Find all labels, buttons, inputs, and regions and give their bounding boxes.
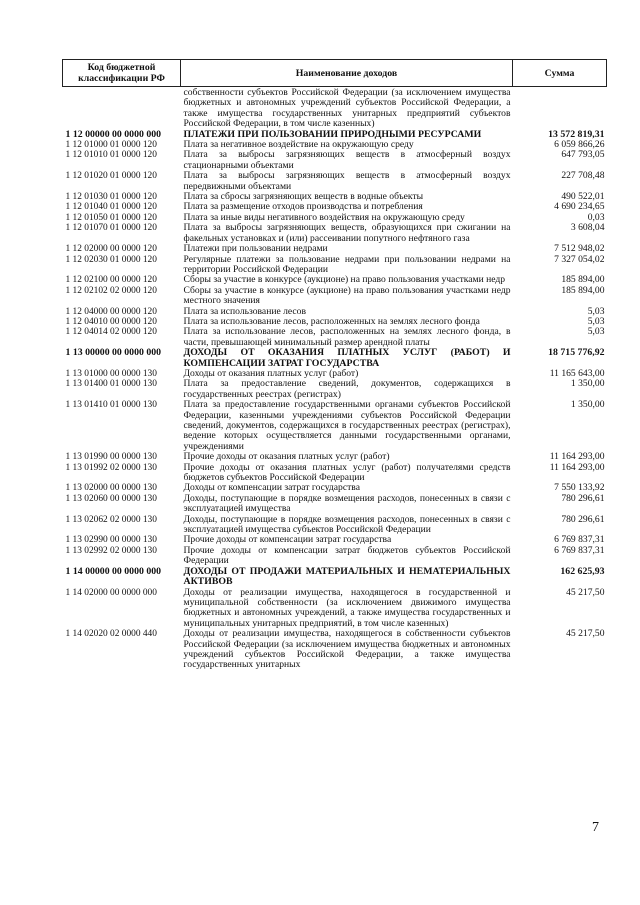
row-name-cell: Плата за иные виды негативного воздействия на окружающую среду [183, 211, 465, 223]
row-code-cell: 1 12 00000 00 0000 000 [65, 128, 162, 140]
row-code-cell: 1 13 02060 00 0000 130 [65, 493, 157, 504]
table-row [63, 400, 607, 452]
row-code-cell: 1 12 04010 00 0000 120 [65, 316, 157, 327]
row-name-cell: Плата за выбросы загрязняющих веществ, образующихся при сжигании на факельных установках и (или) рассеивании попутного нефтяного газа [183, 222, 511, 244]
row-name-cell: Плата за использование лесов, расположенных на землях лесного фонда, в части, превышающей минимальный размер арендной платы [183, 326, 511, 348]
row-code-cell: 1 12 02000 00 0000 120 [65, 244, 157, 255]
table-row [63, 494, 607, 515]
table-row [63, 546, 607, 567]
row-code-cell: 1 12 01000 01 0000 120 [65, 140, 157, 151]
row-code-cell: 1 12 01030 01 0000 120 [65, 192, 157, 203]
table-row [63, 629, 607, 671]
row-name-cell: ДОХОДЫ ОТ ОКАЗАНИЯ ПЛАТНЫХ УСЛУГ (РАБОТ) И КОМПЕНСАЦИИ ЗАТРАТ ГОСУДАРСТВА [183, 347, 511, 369]
row-name-cell: Плата за сбросы загрязняющих веществ в водные объекты [183, 191, 424, 203]
row-sum-cell: 45 217,50 [566, 628, 605, 640]
row-code-cell: 1 14 00000 00 0000 000 [65, 565, 162, 577]
row-sum-cell: 780 296,61 [561, 492, 605, 504]
row-name-cell: Регулярные платежи за пользование недрами при пользовании недрами на территории Российской Федерации [183, 253, 511, 275]
row-name-cell: Прочие доходы от компенсации затрат бюджетов субъектов Российской Федерации [183, 544, 511, 567]
row-sum-cell [513, 87, 607, 130]
row-name-cell: Сборы за участие в конкурсе (аукционе) на право пользования участками недр [183, 274, 506, 286]
row-code-cell: 1 12 01020 01 0000 120 [65, 171, 157, 182]
table-row [63, 567, 607, 588]
header-code: Код бюджетной классификации РФ [63, 60, 181, 87]
row-code-cell: 1 12 02100 00 0000 120 [65, 275, 157, 286]
row-name-cell: Плата за выбросы загрязняющих веществ в атмосферный воздух стационарными объектами [183, 149, 511, 171]
row-sum-cell: 13 572 819,31 [548, 128, 605, 140]
row-code-cell: 1 14 02020 02 0000 440 [65, 629, 157, 640]
row-name-cell: Сборы за участие в конкурсе (аукционе) на право пользования участками недр местного значения [183, 284, 511, 307]
row-code-cell: 1 13 01410 01 0000 130 [65, 400, 157, 411]
row-sum-cell: 0,03 [587, 211, 605, 223]
row-sum-cell: 162 625,93 [560, 565, 605, 577]
table-row [63, 515, 607, 536]
table-row [63, 327, 607, 348]
table-row [63, 463, 607, 484]
row-name-cell: Плата за предоставление государственными органами субъектов Российской Федерации, казенными учреждениями субъектов Российской Федерации сведений, документов, содержащихся в государственных реестрах (регистрах), ведение которых осуществляется данными государственными органами, учреждениями [183, 399, 511, 452]
row-code-cell: 1 12 04000 00 0000 120 [65, 306, 157, 317]
row-sum-cell: 11 164 293,00 [549, 461, 605, 473]
row-code-cell: 1 12 02102 02 0000 120 [65, 285, 157, 296]
row-code-cell: 1 13 01990 00 0000 130 [65, 452, 157, 463]
row-sum-cell: 1 350,00 [570, 399, 605, 411]
row-sum-cell: 11 165 643,00 [549, 367, 605, 379]
row-code-cell: 1 12 01010 01 0000 120 [65, 150, 157, 161]
header-name: Наименование доходов [181, 60, 513, 87]
row-sum-cell: 18 715 776,92 [548, 347, 605, 359]
row-code-cell [63, 87, 181, 130]
row-sum-cell: 6 769 837,31 [554, 534, 605, 546]
row-code-cell: 1 13 01992 02 0000 130 [65, 462, 157, 473]
revenue-table [62, 59, 607, 671]
row-sum-cell: 6 769 837,31 [554, 544, 605, 556]
row-sum-cell: 11 164 293,00 [549, 451, 605, 463]
row-name-cell: Плата за негативное воздействие на окружающую среду [183, 139, 414, 151]
row-code-cell: 1 13 02992 02 0000 130 [65, 545, 157, 556]
row-code-cell: 1 13 02990 00 0000 130 [65, 535, 157, 546]
row-name-cell: собственности субъектов Российской Федерации (за исключением имущества бюджетных и автономных учреждений субъектов Российской Федерации, а также имущества государственных унитарных предприятий субъектов Российской Федерации, в том числе казенных) [183, 87, 511, 130]
header-sum: Сумма [513, 60, 607, 87]
table-row [63, 255, 607, 276]
row-sum-cell: 5,03 [587, 315, 605, 327]
row-name-cell: Доходы, поступающие в порядке возмещения расходов, понесенных в связи с эксплуатацией имущества субъектов Российской Федерации [183, 513, 511, 536]
row-code-cell: 1 13 01000 00 0000 130 [65, 368, 157, 379]
row-name-cell: Доходы от реализации имущества, находящегося в собственности субъектов Российской Федерации (за исключением имущества бюджетных и автономных учреждений субъектов Российской Федерации, а также имущества государственных унитарных [183, 628, 511, 671]
table-row [63, 87, 607, 130]
row-name-cell: Плата за использование лесов [183, 305, 306, 317]
row-sum-cell: 490 522,01 [561, 191, 605, 203]
row-sum-cell: 185 894,00 [561, 274, 605, 286]
row-name-cell: Доходы от компенсации затрат государства [183, 482, 360, 494]
row-sum-cell: 4 690 234,65 [554, 201, 605, 213]
row-code-cell: 1 12 01070 01 0000 120 [65, 223, 157, 234]
table-row [63, 171, 607, 192]
table-row [63, 286, 607, 307]
row-code-cell: 1 14 02000 00 0000 000 [65, 587, 157, 598]
table-row [63, 150, 607, 171]
row-sum-cell: 5,03 [587, 326, 605, 338]
row-sum-cell: 7 327 054,02 [554, 253, 605, 265]
row-code-cell: 1 13 01400 01 0000 130 [65, 379, 157, 390]
row-name-cell: Плата за размещение отходов производства и потребления [183, 201, 423, 213]
table-row [63, 379, 607, 400]
row-sum-cell: 5,03 [587, 305, 605, 317]
row-name-cell: Плата за предоставление сведений, документов, содержащихся в государственных реестрах (регистрах) [183, 378, 511, 400]
row-code-cell: 1 12 04014 02 0000 120 [65, 327, 157, 338]
row-name-cell: Прочие доходы от оказания платных услуг (работ) [183, 451, 390, 463]
row-name-cell: Доходы, поступающие в порядке возмещения расходов, понесенных в связи с эксплуатацией имущества [183, 492, 511, 515]
row-name-cell: Платежи при пользовании недрами [183, 243, 328, 255]
row-code-cell: 1 12 01040 01 0000 120 [65, 202, 157, 213]
row-code-cell: 1 13 00000 00 0000 000 [65, 347, 162, 359]
row-code-cell: 1 13 02062 02 0000 130 [65, 514, 157, 525]
table-row [63, 348, 607, 369]
row-sum-cell: 7 550 133,92 [554, 482, 605, 494]
row-name-cell: ПЛАТЕЖИ ПРИ ПОЛЬЗОВАНИИ ПРИРОДНЫМИ РЕСУРСАМИ [183, 128, 482, 140]
table-header [63, 60, 607, 87]
row-sum-cell: 227 708,48 [561, 170, 605, 182]
table-row [63, 244, 607, 254]
table-body [63, 87, 607, 671]
row-code-cell: 1 13 02000 00 0000 130 [65, 483, 157, 494]
header-row [63, 60, 607, 87]
row-sum-cell: 3 608,04 [570, 222, 605, 234]
row-name-cell: Плата за выбросы загрязняющих веществ в атмосферный воздух передвижными объектами [183, 170, 511, 192]
row-name-cell: Доходы от реализации имущества, находящегося в государственной и муниципальной собственности (за исключением движимого имущества бюджетных и автономных учреждений, а также имущества государственных и муниципальных унитарных предприятий, в том числе казенных) [183, 586, 511, 629]
row-sum-cell: 647 793,05 [561, 149, 605, 161]
row-code-cell: 1 12 02030 01 0000 120 [65, 254, 157, 265]
row-code-cell: 1 12 01050 01 0000 120 [65, 212, 157, 223]
row-name-cell: Плата за использование лесов, расположенных на землях лесного фонда [183, 315, 480, 327]
table-row [63, 223, 607, 244]
row-name-cell: Доходы от оказания платных услуг (работ) [183, 367, 359, 379]
page-number: 7 [592, 820, 599, 835]
row-name-cell: ДОХОДЫ ОТ ПРОДАЖИ МАТЕРИАЛЬНЫХ И НЕМАТЕРИАЛЬНЫХ АКТИВОВ [183, 565, 511, 588]
row-sum-cell: 7 512 948,02 [554, 243, 605, 255]
table-row [63, 588, 607, 630]
row-sum-cell: 1 350,00 [570, 378, 605, 390]
row-sum-cell: 780 296,61 [561, 513, 605, 525]
row-sum-cell: 185 894,00 [561, 284, 605, 296]
row-name-cell: Прочие доходы от компенсации затрат государства [183, 534, 392, 546]
row-name-cell: Прочие доходы от оказания платных услуг (работ) получателями средств бюджетов субъектов Российской Федерации [183, 461, 511, 484]
row-sum-cell: 45 217,50 [566, 586, 605, 598]
row-sum-cell: 6 059 866,26 [554, 139, 605, 151]
